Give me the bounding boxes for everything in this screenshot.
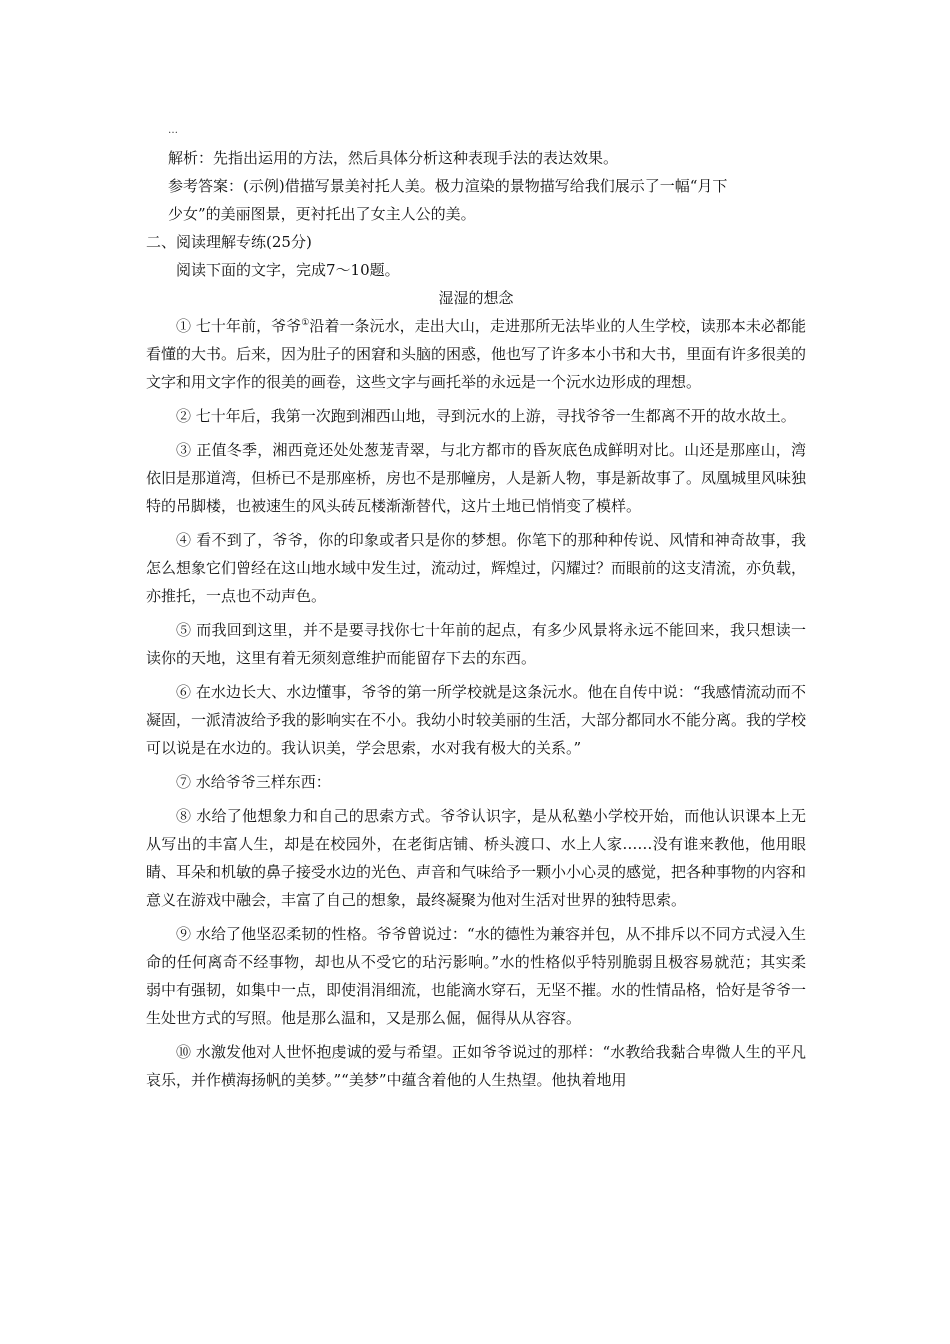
paragraph-1-start: ① 七十年前，爷爷 xyxy=(176,317,302,335)
paragraph-2: ② 七十年后，我第一次跑到湘西山地，寻到沅水的上游，寻找爷爷一生都离不开的故水故土。 xyxy=(176,407,796,425)
footnote-marker: ① xyxy=(301,318,310,328)
article-title: 湿湿的想念 xyxy=(438,289,514,307)
document-body xyxy=(146,144,806,1100)
paragraph-8: ⑧ 水给了他想象力和自己的思索方式。爷爷认识字，是从私塾小学校开始，而他认识课本上无从写出的丰富人生，却是在校园外，在老街店铺、桥头渡口、水上人家……没有谁来教他，他用眼睛、耳朵和机敏的鼻子接受水边的光色、声音和气味给予一颗小小心灵的感觉，把各种事物的内容和意义在游戏中融会，丰富了自己的想象，最终凝聚为他对生活对世界的独特思索。 xyxy=(146,807,807,909)
paragraph-10: ⑩ 水激发他对人世怀抱虔诚的爱与希望。正如爷爷说过的那样：“水教给我黏合卑微人生的平凡哀乐，并作横海扬帆的美梦。”“美梦”中蕴含着他的人生热望。他执着地用 xyxy=(146,1043,806,1089)
paragraph-4: ④ 看不到了，爷爷，你的印象或者只是你的梦想。你笔下的那种种传说、风情和神奇故事，我怎么想象它们曾经在这山地水域中发生过，流动过，辉煌过，闪耀过？而眼前的这支清流，亦负载，亦推托，一点也不动声色。 xyxy=(146,531,807,605)
paragraph-5: ⑤ 而我回到这里，并不是要寻找你七十年前的起点，有多少风景将永远不能回来，我只想读一读你的天地，这里有着无须刻意维护而能留存下去的东西。 xyxy=(146,621,806,667)
answer-line-2: 少女”的美丽图景，更衬托出了女主人公的美。 xyxy=(168,205,476,223)
section-heading: 二、阅读理解专练(25分) xyxy=(146,233,312,251)
header-mark: … xyxy=(168,125,178,136)
paragraph-1-rest: 沿着一条沅水，走出大山，走进那所无法毕业的人生学校，读那本未必都能看懂的大书。后来，因为肚子的困窘和头脑的困惑，他也写了许多本小书和大书，里面有许多很美的文字和用文字作的很美的画卷，这些文字与画托举的永远是一个沅水边形成的理想。 xyxy=(146,317,807,391)
answer-line-1: 参考答案：(示例)借描写景美衬托人美。极力渲染的景物描写给我们展示了一幅“月下 xyxy=(168,177,728,195)
paragraph-3: ③ 正值冬季，湘西竟还处处葱茏青翠，与北方都市的昏灰底色成鲜明对比。山还是那座山，湾依旧是那道湾，但桥已不是那座桥，房也不是那幢房，人是新人物，事是新故事了。凤凰城里风味独特的吊脚楼，也被速生的风头砖瓦楼渐渐替代，这片土地已悄悄变了模样。 xyxy=(146,441,807,515)
paragraph-6: ⑥ 在水边长大、水边懂事，爷爷的第一所学校就是这条沅水。他在自传中说：“我感情流动而不凝固，一派清波给予我的影响实在不小。我幼小时较美丽的生活，大部分都同水不能分离。我的学校可以说是在水边的。我认识美，学会思索，水对我有极大的关系。” xyxy=(146,683,807,757)
analysis-line: 解析：先指出运用的方法，然后具体分析这种表现手法的表达效果。 xyxy=(168,149,619,167)
paragraph-7: ⑦ 水给爷爷三样东西： xyxy=(176,773,331,791)
instruction: 阅读下面的文字，完成7～10题。 xyxy=(176,261,400,279)
paragraph-9: ⑨ 水给了他坚忍柔韧的性格。爷爷曾说过：“水的德性为兼容并包，从不排斥以不同方式浸入生命的任何离奇不经事物，却也从不受它的玷污影响。”水的性格似乎特别脆弱且极容易就范；其实柔弱中有强韧，如集中一点，即使涓涓细流，也能滴水穿石，无坚不摧。水的性情品格，恰好是爷爷一生处世方式的写照。他是那么温和，又是那么倔，倔得从从容容。 xyxy=(146,925,807,1027)
paragraph-1 xyxy=(146,312,806,396)
